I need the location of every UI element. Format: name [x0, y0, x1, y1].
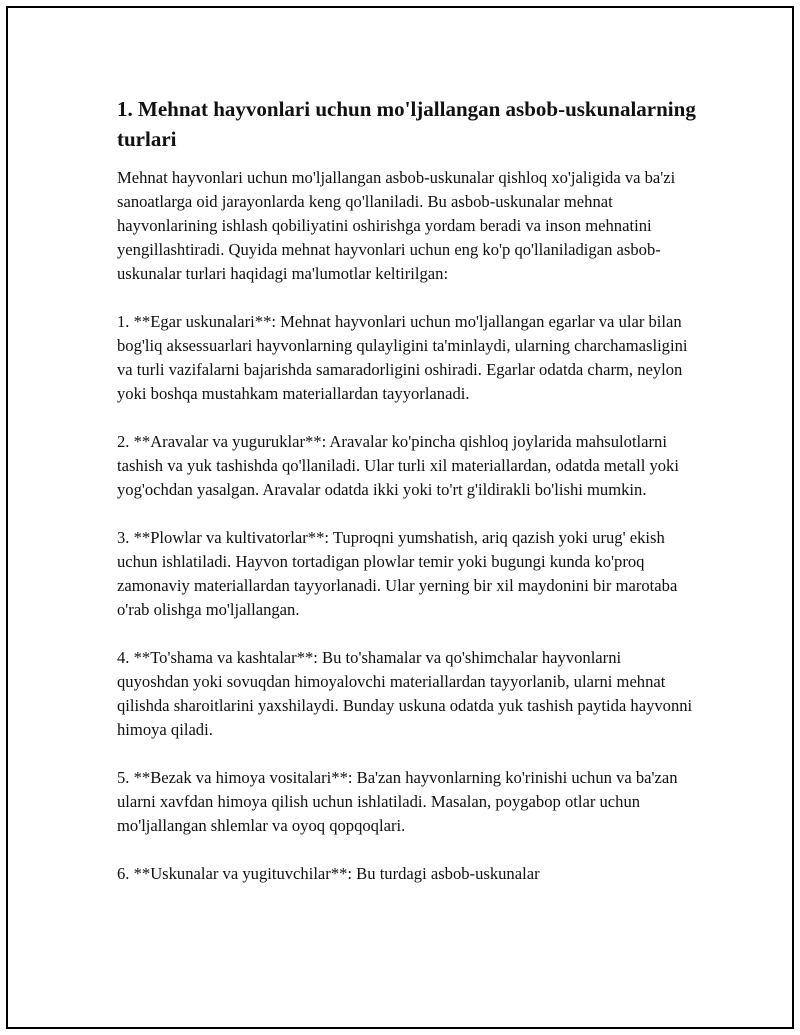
list-item-plowlar: 3. **Plowlar va kultivatorlar**: Tuproqni yumshatish, ariq qazish yoki urug' ekish uchun ishlatiladi. Hayvon tortadigan plowlar temir yoki bugungi kunda ko'proq zamonaviy materiallardan tayyorlanadi. Ular yerning bir xil maydonini bir marotaba o'rab olishga mo'ljallangan.: [117, 528, 678, 619]
list-item-aravalar: 2. **Aravalar va yuguruklar**: Aravalar ko'pincha qishloq joylarida mahsulotlarni tashish va yuk tashishda qo'llaniladi. Ular turli xil materiallardan, odatda metall yoki yog'ochdan yasalgan. Aravalar odatda ikki yoki to'rt g'ildirakli bo'lishi mumkin.: [117, 432, 679, 499]
list-item-egar: 1. **Egar uskunalari**: Mehnat hayvonlari uchun mo'ljallangan egarlar va ular bilan bog'liq aksessuarlari hayvonlarning qulayligini ta'minlaydi, ularning charchamasligini va turli vazifalarni bajarishda samaradorligini oshiradi. Egarlar odatda charm, neylon yoki boshqa mustahkam materiallardan tayyorlanadi.: [117, 312, 688, 403]
document-title: 1. Mehnat hayvonlari uchun mo'ljallangan asbob-uskunalarning turlari: [117, 97, 696, 151]
list-item-toshama: 4. **To'shama va kashtalar**: Bu to'shamalar va qo'shimchalar hayvonlarni quyoshdan yoki sovuqdan himoyalovchi materiallardan tayyorlanib, ularni mehnat qilishda sharoitlarini yaxshilaydi. Bunday uskuna odatda yuk tashish paytida hayvonni himoya qiladi.: [117, 648, 693, 739]
document-body: [117, 94, 697, 886]
intro-paragraph: Mehnat hayvonlari uchun mo'ljallangan asbob-uskunalar qishloq xo'jaligida va ba'zi sanoatlarga oid jarayonlarda keng qo'llaniladi. Bu asbob-uskunalar mehnat hayvonlarining ishlash qobiliyatini oshirishga yordam beradi va inson mehnatini yengillashtiradi. Quyida mehnat hayvonlari uchun eng ko'p qo'llaniladigan asbob-uskunalar turlari haqidagi ma'lumotlar keltirilgan:: [117, 168, 676, 283]
list-item-uskunalar: 6. **Uskunalar va yugituvchilar**: Bu turdagi asbob-uskunalar: [117, 864, 540, 883]
list-item-bezak: 5. **Bezak va himoya vositalari**: Ba'zan hayvonlarning ko'rinishi uchun va ba'zan ularni xavfdan himoya qilish uchun ishlatiladi. Masalan, poygabop otlar uchun mo'ljallangan shlemlar va oyoq qopqoqlari.: [117, 768, 678, 835]
